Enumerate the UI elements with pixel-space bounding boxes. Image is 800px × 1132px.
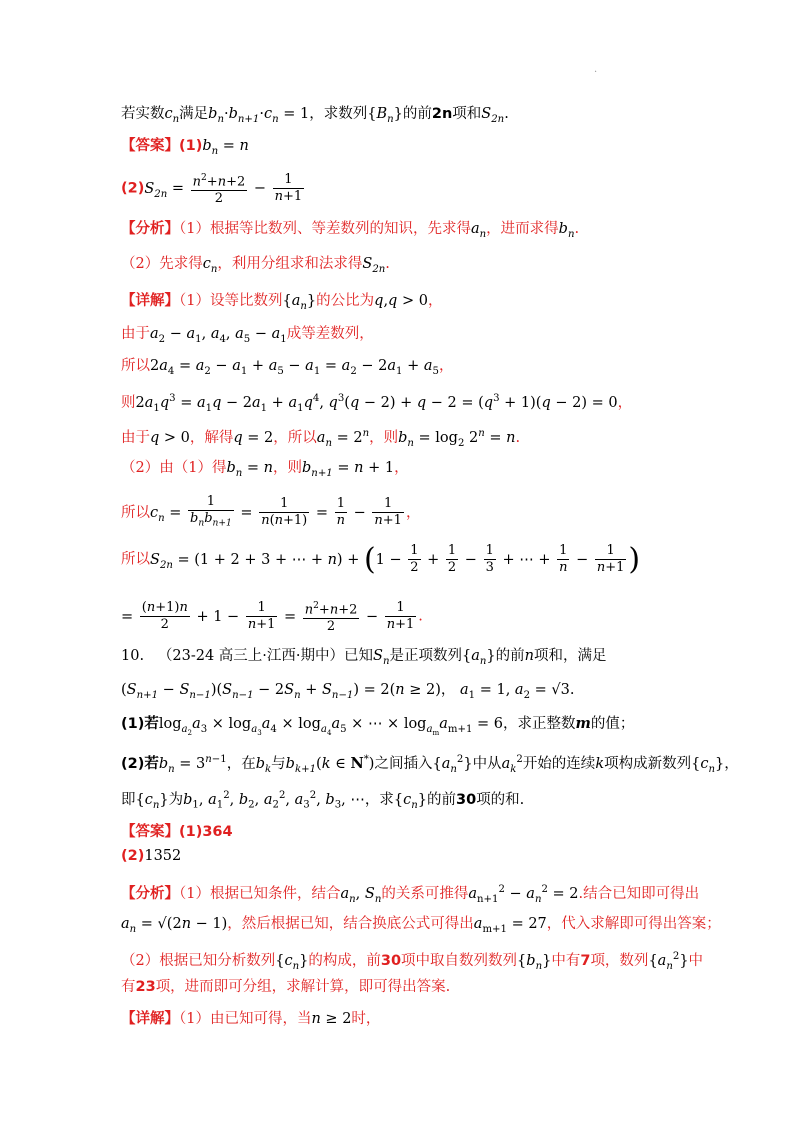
- problem-continuation: 若实数$c_n$满足$b_n\cdot b_{n+1}\cdot c_n = 1$，求数列$\{B_n\}$的前2n项和$S_{2n}$.: [121, 106, 509, 125]
- analysis-line-2: （2）先求得$c_n$，利用分组求和法求得$S_{2n}$.: [121, 256, 390, 275]
- solution-line-3: 所以$2a_4 = a_2 - a_1 + a_5 - a_1 = a_2 - 2a_1 + a_5$，: [121, 358, 454, 377]
- analysis-10-line-2: $a_n = √(2n - 1)$，然后根据已知，结合换底公式可得出$a_{m+1} = 27$，代入求解即可得出答案；: [121, 916, 721, 935]
- answer-10-line-1: 【答案】(1)364: [121, 824, 233, 840]
- answer-line-2: $(2)S_{2n}$ = $\frac{n^2+n+2}{2}$ − $\frac{1}{n+1}$: [121, 170, 306, 207]
- analysis-10-line-4: 有23项，进而即可分组，求解计算，即可得出答案.: [121, 979, 451, 995]
- answer-10-line-2: (2)1352: [121, 848, 182, 864]
- question-10-part-1: (1)若$\log_{a_2}a_3 \times \log_{a_3}a_4 \times \log_{a_4}a_5$ × ⋯ × $\log_{a_m}a_{m+1} = 6$，求正整数m的值；: [121, 715, 635, 737]
- analysis-line-1: 【分析】（1）根据等比数列、等差数列的知识，先求得$a_n$，进而求得$b_n$.: [121, 221, 580, 240]
- solution-line-1: 【详解】（1）设等比数列$\{a_n\}$的公比为q,q > 0，: [121, 293, 443, 312]
- solution-line-9: = $\frac{(n+1)n}{2}$ + 1 − $\frac{1}{n+1}$ = $\frac{n^2+n+2}{2}$ − $\frac{1}{n+1}$ .: [121, 598, 423, 635]
- solution-10-line-1: 【详解】（1）由已知可得，当n ≥ 2时，: [121, 1011, 381, 1027]
- solution-line-5: 由于q > 0，解得q = 2，所以$a_n = 2^n$，则$b_n = \log_2 2^n = n$.: [121, 428, 521, 449]
- solution-line-7: 所以$c_n$ = $\frac{1}{b_nb_{n+1}}$ = $\frac{1}{n(n+1)}$ = $\frac{1}{n}$ − $\frac{1}{n+1}$ ，: [121, 494, 421, 529]
- solution-line-6: （2）由（1）得$b_n = n$，则$b_{n+1} = n + 1$，: [121, 460, 409, 479]
- solution-line-2: 由于$a_2 - a_1$, $a_4$, $a_5 - a_1$成等差数列，: [121, 326, 374, 345]
- question-10-line-2: $(S_{n+1} - S_{n-1})(S_{n-1} - 2S_n + S_{n-1}) = 2(n \ge 2)$， $a_1 = 1$, $a_2 = √3$.: [121, 682, 575, 701]
- solution-label: 【详解】: [121, 293, 179, 309]
- question-10-part-2: (2)若$b_n = 3^{n-1}$，在$b_k$与$b_{k+1}(k$ ∈ N*)之间插入$\{a_n^2\}$中从$a_k^2$开始的连续k项构成新数列$\{c_n\}$，: [121, 754, 739, 775]
- corner-mark: .: [594, 64, 598, 75]
- solution-line-8: 所以$S_{2n} = (1 + 2 + 3$ + ⋯ + n) + (1 − $\frac{1}{2}$ + $\frac{1}{2}$ − $\frac{1}{3}$ + ⋯ + $\frac{1}{n}$ − $\frac{1}{n+1}$ ): [121, 541, 641, 577]
- question-10-line-1: 10. （23-24 高三上·江西·期中）已知$S_n$是正项数列$\{a_n\}$的前n项和，满足: [121, 648, 607, 667]
- analysis-10-line-1: 【分析】（1）根据已知条件，结合$a_n$, $S_n$的关系可推得$a_{n+1}^2 - a_n^2 = 2$.结合已知即可得出: [121, 884, 700, 905]
- answer-line-1: 【答案】$(1)b_n = n$: [121, 138, 249, 157]
- solution-line-4: 则$2a_1q^3 = a_1q - 2a_1 + a_1q^4$, $q^3(q - 2) + q - 2 = (q^3 + 1)(q - 2) = 0$，: [121, 393, 633, 414]
- analysis-10-line-3: （2）根据已知分析数列$\{c_n\}$的构成，前30项中取自数列数列$\{b_n\}$中有7项，数列$\{a_n^2\}$中: [121, 951, 704, 972]
- question-10-part-2-cont: 即$\{c_n\}$为$b_1$, $a_1^2$, $b_2$, $a_2^2$, $a_3^2$, $b_3$, ⋯，求$\{c_n\}$的前30项的和.: [121, 790, 525, 811]
- analysis-label: 【分析】: [121, 221, 179, 237]
- answer-label: 【答案】: [121, 138, 179, 154]
